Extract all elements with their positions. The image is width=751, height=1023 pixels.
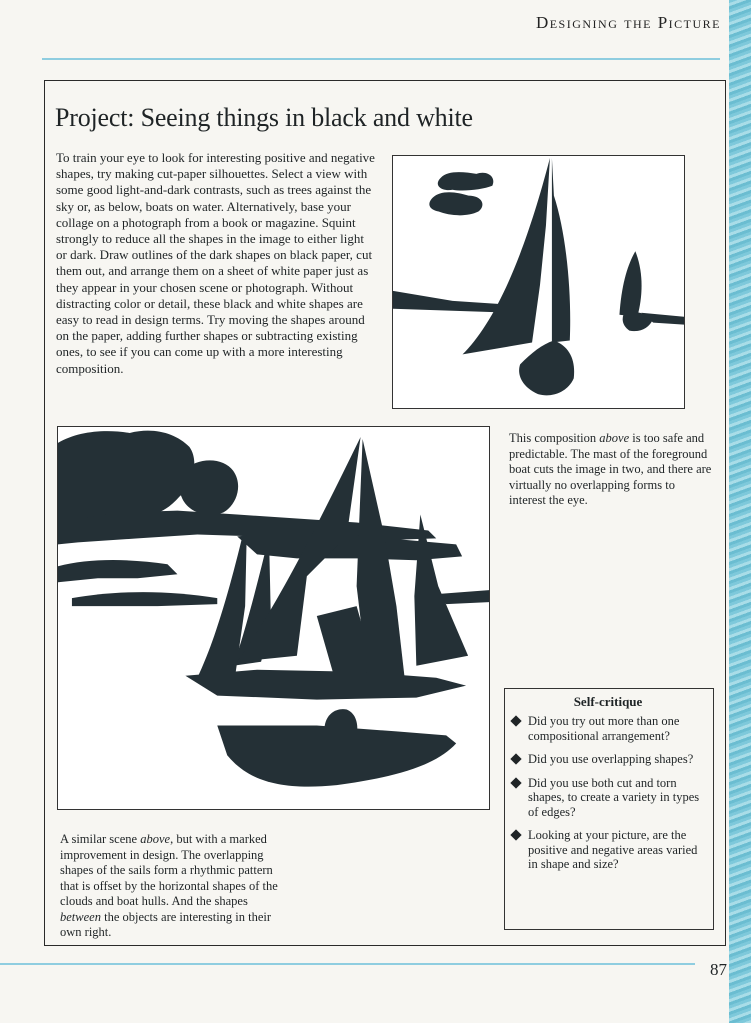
caption-predictable-text-1: This composition	[509, 431, 600, 445]
caption-predictable-text-2: is too safe and predictable. The mast of the foreground boat cuts the image in two, and there are virtually no overlapping forms to interest the eye.	[509, 431, 712, 507]
project-intro: To train your eye to look for interesting positive and negative shapes, try making cut-paper silhouettes. Select a view with some good light-and-dark contrasts, such as trees against the sky or, as below, boats on water. Alternatively, base your collage on a photograph from a book or magazine. Squint strongly to reduce all the shapes in the image to either light or dark. Draw outlines of the dark shapes on black paper, cut them out, and arrange them on a sheet of white paper just as they appear in your chosen scene or photograph. Without distracting color or detail, these black and white shapes are easy to read in design terms. Try moving the shapes around on the paper, adding further shapes or subtracting existing ones, to see if you can come up with a more interesting composition.	[56, 150, 375, 376]
bottom-rule	[0, 963, 695, 965]
diamond-bullet-icon	[510, 777, 521, 788]
diamond-bullet-icon	[510, 829, 521, 840]
caption-improved-text-1: A similar scene	[60, 832, 141, 846]
caption-improved-text-2: , but with a marked improvement in design. The overlapping shapes of the sails form a rhythmic pattern that is offset by the horizontal shapes of the clouds and boat hulls. And the shapes	[60, 832, 278, 908]
diamond-bullet-icon	[510, 715, 521, 726]
caption-improved-emphasis-1: above	[140, 832, 171, 846]
self-critique-box	[504, 688, 714, 930]
page-number: 87	[710, 960, 727, 979]
self-critique-list	[511, 714, 705, 872]
diamond-bullet-icon	[510, 753, 521, 764]
critique-item-text: Looking at your picture, are the positive and negative areas varied in shape and size?	[528, 828, 698, 871]
project-title: Project: Seeing things in black and white	[55, 103, 473, 132]
critique-item	[511, 828, 705, 872]
critique-item	[511, 714, 705, 743]
critique-item-text: Did you try out more than one compositional arrangement?	[528, 714, 680, 743]
silhouette-picture-improved	[57, 426, 490, 810]
caption-improved	[60, 832, 280, 941]
top-rule	[42, 58, 720, 60]
critique-item-text: Did you use overlapping shapes?	[528, 752, 694, 766]
critique-item	[511, 752, 705, 767]
caption-predictable	[509, 431, 714, 509]
caption-improved-text-3: the objects are interesting in their own right.	[60, 909, 272, 939]
running-head: Designing the Picture	[535, 13, 721, 32]
silhouette-picture-predictable	[392, 155, 685, 409]
self-critique-title: Self-critique	[573, 694, 643, 709]
caption-predictable-emphasis: above	[599, 431, 630, 445]
caption-improved-emphasis-2: between	[60, 909, 101, 924]
critique-item	[511, 776, 705, 820]
page-edge-strip	[729, 0, 751, 1023]
critique-item-text: Did you use both cut and torn shapes, to create a variety in types of edges?	[528, 775, 700, 819]
